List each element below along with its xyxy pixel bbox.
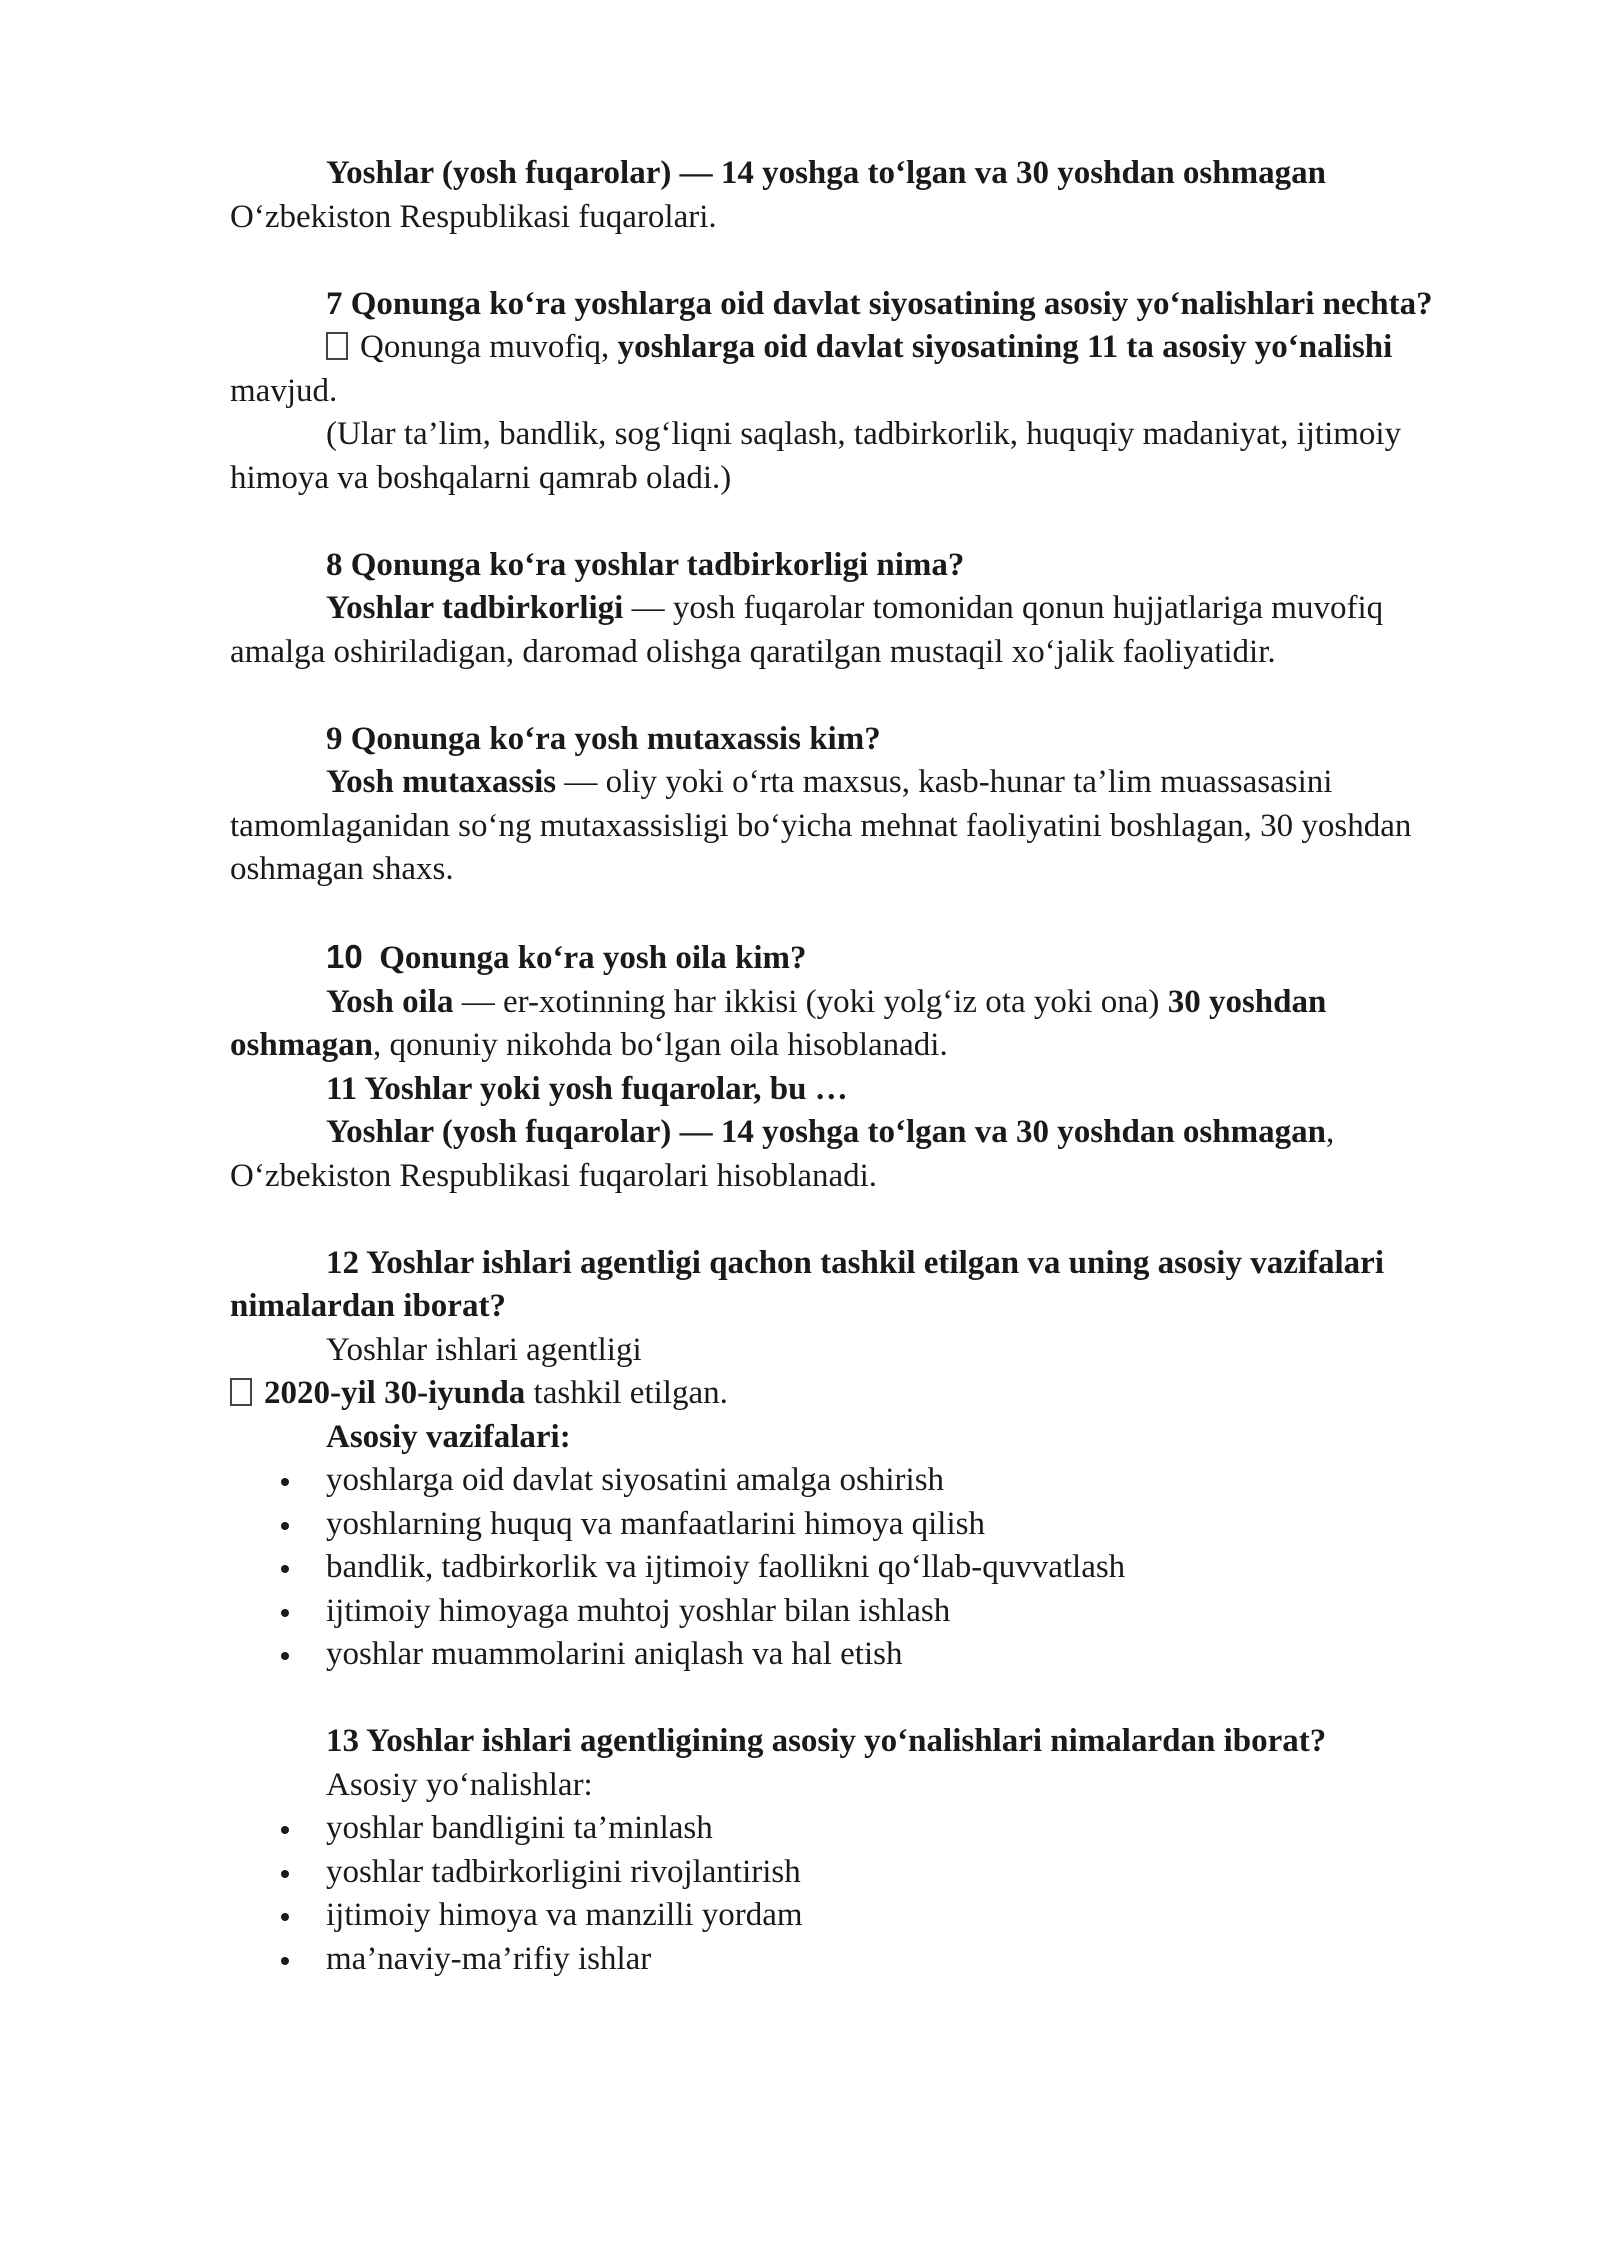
q12-title: 12 Yoshlar ishlari agentligi qachon tashkil etilgan va uning asosiy vazifalari nimalardan iborat? <box>230 1244 1384 1324</box>
q13-title: 13 Yoshlar ishlari agentligining asosiy yo‘nalishlari nimalardan iborat? <box>326 1723 1327 1759</box>
q7-title: 7 Qonunga ko‘ra yoshlarga oid davlat siyosatining asosiy yo‘nalishlari nechta? <box>326 285 1433 322</box>
q13-heading: Asosiy yo‘nalishlar: <box>326 1766 593 1803</box>
list-item: yoshlarga oid davlat siyosatini amalga oshirish <box>230 1459 1480 1503</box>
q8-answer: Yoshlar tadbirkorligi — yosh fuqarolar tomonidan qonun hujjatlariga muvofiq amalga oshiriladigan, daromad olishga qaratilgan mustaqil xo‘jalik faoliyatidir. <box>230 590 1384 670</box>
q12-date: 2020-yil 30-iyunda tashkil etilgan. <box>230 1372 1480 1416</box>
q7-note: (Ular ta’lim, bandlik, sog‘liqni saqlash, tadbirkorlik, huquqiy madaniyat, ijtimoiy himoya va boshqalarni qamrab oladi.) <box>230 416 1402 496</box>
intro-bold: Yoshlar (yosh fuqarolar) — 14 yoshga to‘lgan va 30 yoshdan oshmagan <box>326 155 1326 191</box>
list-item: ma’naviy-ma’rifiy ishlar <box>230 1938 1480 1982</box>
q10-answer: Yosh oila — er-xotinning har ikkisi (yoki yolg‘iz ota yoki ona) 30 yoshdan oshmagan, qonuniy nikohda bo‘lgan oila hisoblanadi. <box>230 983 1327 1063</box>
q9-answer: Yosh mutaxassis — oliy yoki o‘rta maxsus, kasb-hunar ta’lim muassasasini tamomlaganidan so‘ng mutaxassisligi bo‘yicha mehnat faoliyatini boshlagan, 30 yoshdan oshmagan shaxs. <box>230 764 1412 887</box>
intro-rest: O‘zbekiston Respublikasi fuqarolari. <box>230 198 717 235</box>
q10-title: 10 Qonunga ko‘ra yosh oila kim? <box>326 938 807 976</box>
q11-answer: Yoshlar (yosh fuqarolar) — 14 yoshga to‘lgan va 30 yoshdan oshmagan, O‘zbekiston Respublikasi fuqarolari hisoblanadi. <box>230 1114 1335 1194</box>
list-item: yoshlarning huquq va manfaatlarini himoya qilish <box>230 1503 1480 1547</box>
q7-answer: Qonunga muvofiq, yoshlarga oid davlat siyosatining 11 ta asosiy yo‘nalishi mavjud. <box>230 329 1393 409</box>
q10-number: 10 <box>326 938 363 975</box>
list-item: bandlik, tadbirkorlik va ijtimoiy faollikni qo‘llab-quvvatlash <box>230 1546 1480 1590</box>
intro-definition <box>230 152 1480 239</box>
list-item: ijtimoiy himoyaga muhtoj yoshlar bilan ishlash <box>230 1590 1480 1634</box>
q12-tasks-heading: Asosiy vazifalari: <box>326 1418 571 1455</box>
q12-task-list <box>230 1459 1480 1677</box>
list-item: yoshlar bandligini ta’minlash <box>230 1807 1480 1851</box>
list-item: ijtimoiy himoya va manzilli yordam <box>230 1894 1480 1938</box>
q8-title: 8 Qonunga ko‘ra yoshlar tadbirkorligi nima? <box>326 546 965 583</box>
list-item: yoshlar tadbirkorligini rivojlantirish <box>230 1851 1480 1895</box>
missing-glyph-icon <box>230 1378 252 1406</box>
missing-glyph-icon <box>326 332 348 360</box>
q13-item-list <box>230 1807 1480 1981</box>
q9-title: 9 Qonunga ko‘ra yosh mutaxassis kim? <box>326 720 881 757</box>
q12-agency: Yoshlar ishlari agentligi <box>326 1331 642 1368</box>
list-item: yoshlar muammolarini aniqlash va hal etish <box>230 1633 1480 1677</box>
q11-title: 11 Yoshlar yoki yosh fuqarolar, bu … <box>326 1070 848 1107</box>
